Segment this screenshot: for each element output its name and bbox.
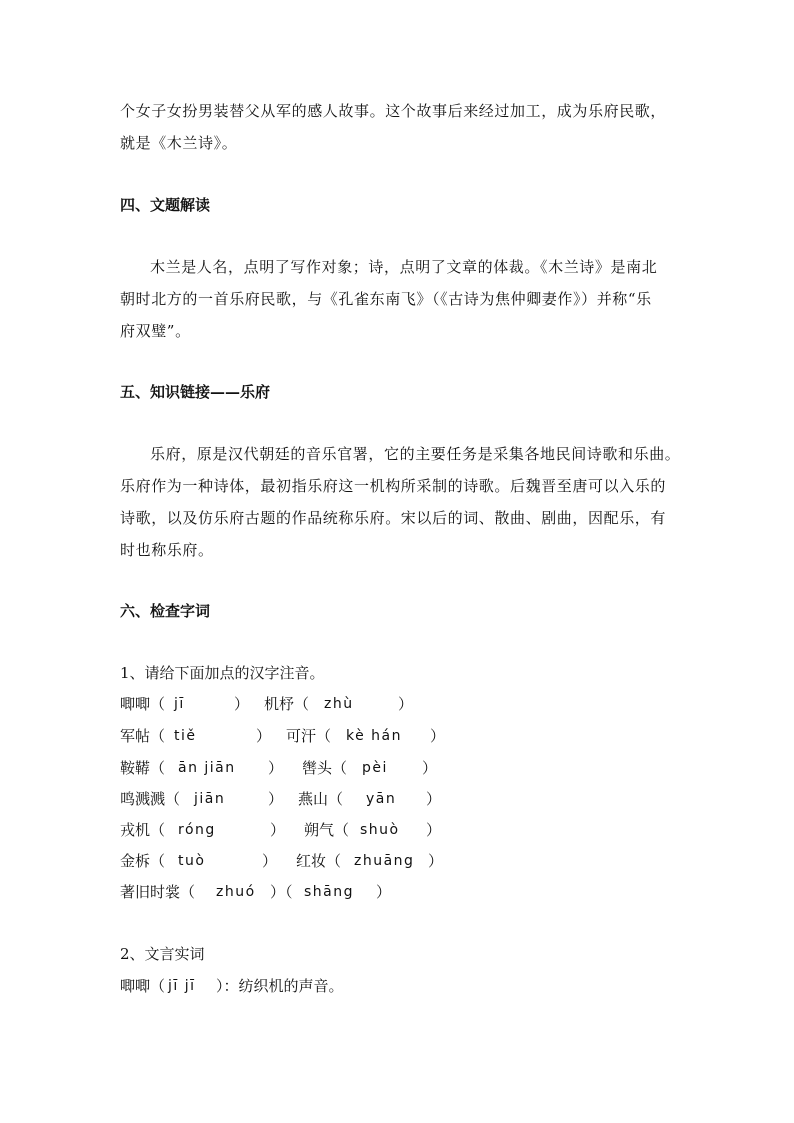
close-paren-2: ） bbox=[376, 883, 392, 901]
section-5-line-4: 时也称乐府。 bbox=[120, 541, 214, 559]
pinyin-1: jiān bbox=[194, 791, 226, 807]
section-4-heading: 四、文题解读 bbox=[120, 196, 211, 214]
pinyin-2: shuò bbox=[360, 822, 400, 838]
word-2: 可汗（ bbox=[286, 727, 332, 745]
close-paren-2: ） bbox=[422, 759, 438, 777]
pinyin-2: pèi bbox=[362, 760, 388, 776]
pinyin-1: ān jiān bbox=[178, 760, 236, 776]
word-1: 鞍鞯（ bbox=[120, 759, 166, 777]
word-2: 燕山（ bbox=[298, 790, 344, 808]
pinyin-2: zhù bbox=[324, 696, 354, 712]
close-paren-1: ） bbox=[262, 852, 278, 870]
definition-pinyin: jī jī bbox=[168, 978, 196, 994]
word-1: 唧唧（ bbox=[120, 695, 166, 713]
word-2: 机杼（ bbox=[264, 695, 310, 713]
definition-word: 唧唧（ bbox=[120, 977, 166, 995]
word-2: 朔气（ bbox=[304, 821, 350, 839]
word-1: 军帖（ bbox=[120, 727, 166, 745]
close-paren-2: ） bbox=[426, 821, 442, 839]
word-1: 金柝（ bbox=[120, 852, 166, 870]
question-2-title: 2、文言实词 bbox=[120, 945, 205, 963]
close-paren-2: ） bbox=[426, 790, 442, 808]
section-5-heading: 五、知识链接——乐府 bbox=[120, 383, 271, 401]
section-5-line-3: 诗歌，以及仿乐府古题的作品统称乐府。宋以后的词、散曲、剧曲，因配乐，有 bbox=[120, 509, 667, 527]
word-1: 著旧时裳（ bbox=[120, 883, 196, 901]
pinyin-2: kè hán bbox=[346, 728, 402, 744]
close-paren-1: ） bbox=[268, 759, 284, 777]
close-paren-1: ）（ bbox=[270, 883, 293, 901]
section-5-line-2: 乐府作为一种诗体，最初指乐府这一机构所采制的诗歌。后魏晋至唐可以入乐的 bbox=[120, 477, 667, 495]
close-paren-1: ） bbox=[234, 695, 250, 713]
pinyin-1: zhuó bbox=[216, 884, 256, 900]
word-2: 红妆（ bbox=[296, 852, 342, 870]
close-paren-1: ） bbox=[270, 821, 286, 839]
close-paren-2: ） bbox=[428, 852, 444, 870]
section-6-heading: 六、检查字词 bbox=[120, 602, 211, 620]
pinyin-1: jī bbox=[174, 696, 185, 712]
pinyin-1: tiě bbox=[174, 728, 197, 744]
close-paren-2: ） bbox=[398, 695, 414, 713]
intro-line-1: 个女子女扮男装替父从军的感人故事。这个故事后来经过加工，成为乐府民歌， bbox=[120, 102, 667, 120]
close-paren-1: ） bbox=[268, 790, 284, 808]
section-4-line-2: 朝时北方的一首乐府民歌，与《孔雀东南飞》（《古诗为焦仲卿妻作》）并称“乐 bbox=[120, 290, 652, 308]
section-4-line-1: 木兰是人名，点明了写作对象；诗，点明了文章的体裁。《木兰诗》是南北 bbox=[150, 258, 658, 276]
pinyin-2: zhuāng bbox=[354, 853, 415, 869]
question-1-title: 1、请给下面加点的汉字注音。 bbox=[120, 664, 325, 682]
section-4-line-3: 府双璧”。 bbox=[120, 322, 191, 340]
pinyin-1: tuò bbox=[178, 853, 206, 869]
section-5-line-1: 乐府，原是汉代朝廷的音乐官署，它的主要任务是采集各地民间诗歌和乐曲。 bbox=[150, 445, 681, 463]
definition-text: ）：纺织机的声音。 bbox=[216, 977, 344, 995]
pinyin-2: yān bbox=[366, 791, 397, 807]
pinyin-1: róng bbox=[178, 822, 216, 838]
close-paren-2: ） bbox=[430, 727, 446, 745]
word-1: 戎机（ bbox=[120, 821, 166, 839]
pinyin-2: shāng bbox=[304, 884, 355, 900]
intro-line-2: 就是《木兰诗》。 bbox=[120, 134, 238, 152]
word-2: 辔头（ bbox=[302, 759, 348, 777]
close-paren-1: ） bbox=[256, 727, 272, 745]
word-1: 鸣溅溅（ bbox=[120, 790, 181, 808]
